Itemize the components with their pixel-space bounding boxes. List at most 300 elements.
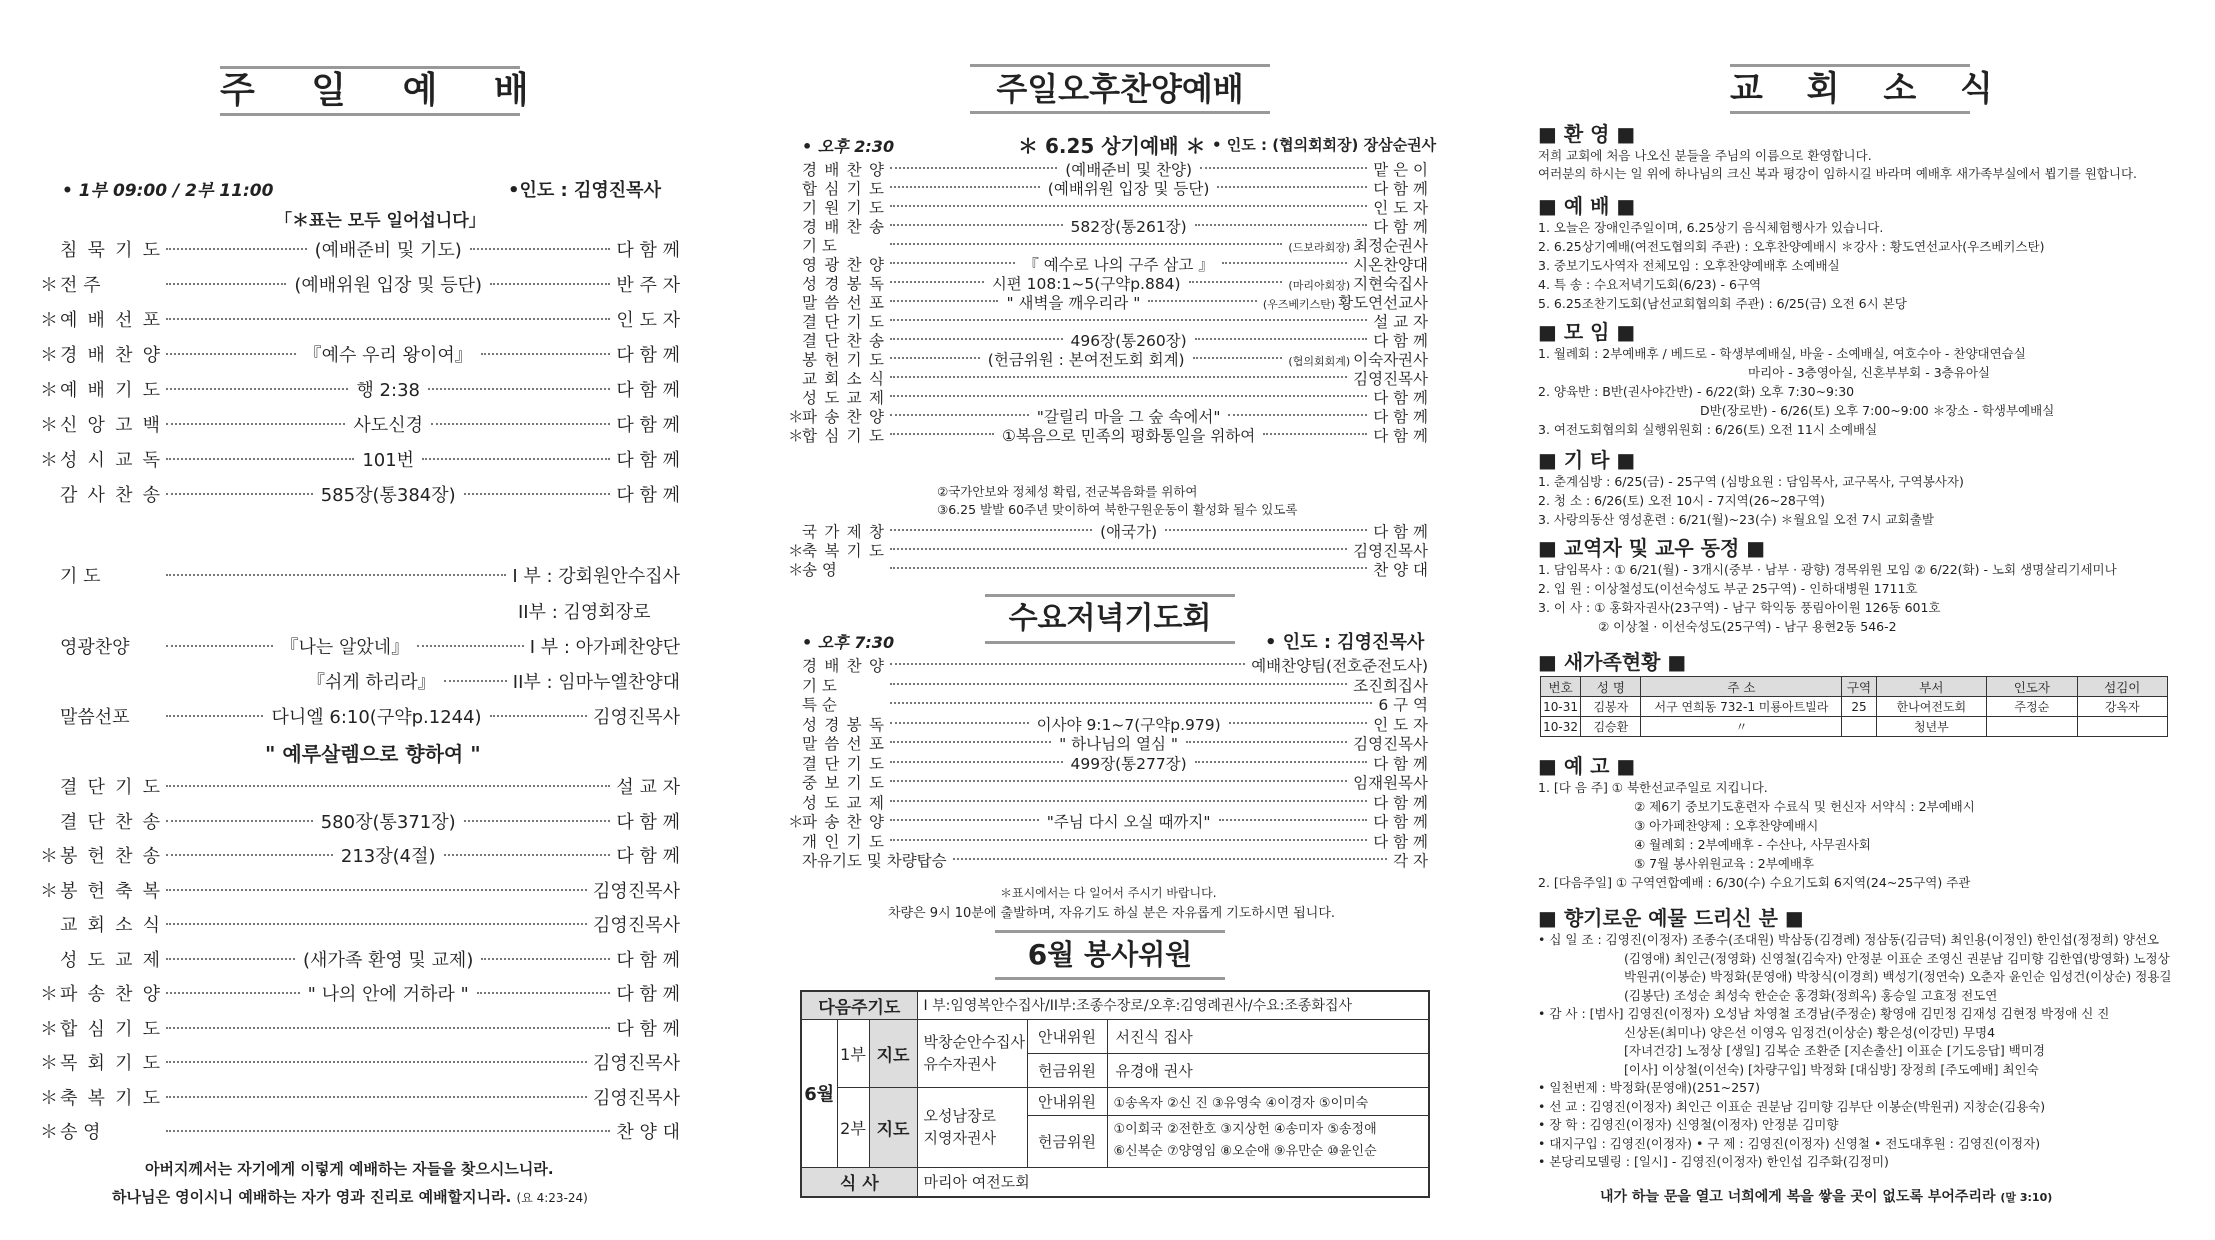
leader-dots [1186,741,1347,743]
sunday-service-title: 주 일 예 배 [220,66,520,116]
order-right: 김영진목사 [593,707,681,728]
news-line: 1. 춘계심방 : 6/25(금) - 25구역 (심방요원 : 담임목사, 교구목사, 구역봉사자) [1538,474,1964,489]
leader-dots [166,493,313,495]
leader-dots [890,780,1347,782]
table-header: 인도자 [1987,677,2077,697]
news-line: 2. 6.25상기예배(여전도협의회 주관) : 오후찬양예배시 ＊강사 : 황도연선교사(우즈베키스탄) [1538,239,2045,254]
order-name: 결 단 기 도 [802,754,884,773]
leader-dots [1222,262,1347,264]
order-row [40,306,680,334]
order-star: ＊ [40,275,58,296]
news-line: • 감 사 : [범사] 김영진(이정자) 오성남 차영철 조경남(주정순) 황영애 김민정 김재성 김현정 박정애 신 진 [1538,1006,2110,1021]
order-right: 인 도 자 [1373,199,1428,217]
order-name: 국 가 제 창 [802,523,884,541]
table-header: 구역 [1842,677,1876,697]
order-name: 성 경 봉 독 [802,275,884,293]
order-name: 결 단 찬 송 [802,332,884,350]
sunday-service-column [0,0,760,1240]
order-detail: (헌금위원 : 본여전도회 회계) [987,351,1185,369]
leader-dots [890,319,1367,321]
table-cell [1987,717,2077,737]
order-row [788,558,1428,586]
order-name: 봉 헌 기 도 [802,351,884,369]
leader-dots [166,353,296,355]
order-right: 다 함 께 [616,240,681,261]
wednesday-note-2: 차량은 9시 10분에 출발하며, 자유기도 하실 분은 자유롭게 기도하시면 됩니다. [888,906,1336,921]
order-row [40,1015,680,1043]
order-name: 교 회 소 식 [802,370,884,388]
leader-dots [890,683,1347,685]
order-name: 기 도 [802,237,837,255]
order-star: ＊ [40,1018,58,1040]
order-row [40,808,680,836]
leader-dots [166,1130,610,1132]
leader-dots [490,283,610,285]
order-name: 합 심 기 도 [60,1018,160,1040]
order-right: 다 함 께 [1373,523,1429,541]
leader-dots [1228,414,1367,416]
order-detail: 101번 [362,450,415,471]
leader-dots [1200,167,1367,169]
volunteers-title: 6월 봉사위원 [995,930,1225,980]
news-line: [자녀건강] 노정상 [생일] 김복순 조환준 [지손출산] 이표순 [기도응답] 백미경 [1624,1043,2045,1058]
order-name: 성 도 교 제 [802,793,884,812]
leader-dots [890,300,998,302]
offering-names: ①이회국 ②전한호 ③지상헌 ④송미자 ⑤송정애 [1113,1122,1377,1137]
order-right: 다 함 께 [1373,832,1428,851]
order-row [40,877,680,905]
meal-value: 마리아 여전도회 [917,1167,1429,1197]
order-name: 말씀선포 [60,707,130,728]
leader-dots [490,715,587,717]
order-detail: (예배위원 입장 및 등단) [294,275,483,296]
leader-dots [890,741,1051,743]
leader-dots [166,645,273,647]
order-name: 영 광 찬 양 [802,256,884,274]
order-star: ＊ [40,984,58,1005]
order-right: 다 함 께 [616,846,680,867]
order-right: I 부 : 강회원안수집사 [512,566,680,587]
table-cell: 25 [1842,697,1876,717]
order-right: 김영진목사 [593,1087,680,1109]
order-name: 성 시 교 독 [60,450,160,471]
order-detail: ①복음으로 민족의 평화통일을 위하여 [1001,427,1256,445]
order-right: 6 구 역 [1378,696,1428,714]
order-name: 송 영 [802,561,837,579]
order-right: 이숙자권사 [1353,351,1428,369]
order-name: 중 보 기 도 [802,774,884,792]
leader-dots [890,839,1367,841]
order-right: 다 함 께 [1373,332,1428,350]
news-line: 3. 여전도회협의회 실행위원회 : 6/26(토) 오전 11시 소예배실 [1538,422,1878,437]
leader-dots [890,262,1015,264]
order-detail: 행 2:38 [356,380,420,401]
order-row [40,376,680,404]
leader-dots [890,243,1282,245]
order-note: (마리아회장) [1288,279,1351,292]
order-row [40,980,680,1008]
order-right: 다 함 께 [1373,408,1429,426]
leader-dots [166,854,333,856]
order-row [40,341,680,369]
news-line: (김봉단) 조성순 최성숙 한순순 홍경화(정희옥) 홍승일 고효정 전도연 [1624,987,1998,1003]
offering-label: 헌금위원 [1027,1053,1107,1087]
wednesday-time: • 오후 7:30 [802,633,895,652]
table-cell: 주정순 [1987,697,2077,717]
order-right: 인 도 자 [616,310,680,331]
order-right: 다 함 께 [1373,427,1428,445]
leader-dots [1195,761,1368,763]
table-header-row [1541,677,2168,697]
order-name: 기 도 [802,676,837,695]
order-detail: 시편 108:1~5(구약p.884) [991,275,1181,293]
footer-verse-text: 내가 하늘 문을 열고 너희에게 복을 쌓을 곳이 없도록 부어주리라 [1600,1189,1996,1205]
volunteers-table [800,990,1430,1198]
order-detail: 213장(4절) [340,846,436,867]
leader-dots [166,248,307,250]
leader-dots [470,248,611,250]
wednesday-title: 수요저녁기도회 [985,594,1235,644]
order-row [40,236,680,264]
order-name: 경 배 찬 양 [802,657,884,675]
order-right: 시온찬양대 [1353,256,1428,274]
leader-dots [1217,186,1367,188]
table-cell: 서구 연희동 732-1 미룡아트빌라 [1641,697,1842,717]
leader-dots [166,820,313,822]
table-cell: 10-32 [1541,717,1581,737]
order-right: 김영진목사 [593,915,680,936]
leader-dots [1189,281,1283,283]
order-row [40,911,680,939]
news-line: ② 이상철 · 이선숙성도(25구역) - 남구 용현2동 546-2 [1598,619,1897,634]
leader-dots [417,645,524,647]
order-detail: (새가족 환영 및 교제) [303,949,474,971]
order-right: 황도연선교사 [1338,294,1429,312]
order-row [40,946,680,974]
order-detail: 『 예수로 나의 구주 삼고 』 [1023,256,1214,274]
table-header: 부서 [1876,677,1987,697]
order-name: 결 단 찬 송 [60,811,160,833]
leader-dots [890,433,994,435]
order-name: 송 영 [60,1122,101,1143]
order-detail: 499장(통277장) [1070,754,1187,773]
prayer-line-2 [518,598,650,626]
order-name: 영광찬양 [60,637,130,658]
order-name: 침 묵 기 도 [60,240,160,261]
news-line: 3. 중보기도사역자 전체모임 : 오후찬양예배후 소예배실 [1538,258,1840,273]
order-name: 결 단 기 도 [60,777,160,798]
order-right: 김영진목사 [593,1053,680,1074]
order-right: 다 함 께 [1373,389,1428,407]
leader-dots [1263,433,1367,435]
order-note: (드보라회장) [1288,241,1351,254]
news-line: 3. 사랑의동산 영성훈련 : 6/21(월)~23(수) ＊월요일 오전 7시 교회출발 [1538,512,1934,527]
order-detail: 『나는 알았네』 [280,637,410,658]
leader-dots [166,574,506,576]
next-prayer-value: I 부:임영복안수집사/II부:조종수장로/오후:김영례권사/수요:조종화집사 [917,991,1429,1019]
closing-verse-text: 하나님은 영이시니 예배하는 자가 영과 진리로 예배할지니라. [112,1188,512,1206]
leader-name: 지영자권사 [923,1129,996,1147]
order-star: ＊ [788,427,804,445]
order-star: ＊ [40,345,58,366]
order-right: 다 함 께 [616,415,681,436]
anthem-line-1 [40,633,680,661]
order-right: 다 함 께 [616,1018,680,1040]
order-star: ＊ [40,310,58,331]
offering-label: 헌금위원 [1027,1115,1107,1167]
leader-dots [166,958,295,960]
order-name: 신 앙 고 백 [60,415,160,436]
leader-dots [1193,357,1283,359]
order-detail: " 나의 안에 거하라 " [307,984,469,1005]
welcome-heading: ■ 환 영 ■ [1538,122,1636,146]
leader-dots [166,992,300,994]
anthem-line-2 [305,668,680,696]
table-cell: 〃 [1641,717,1842,737]
table-cell: 10-31 [1541,697,1581,717]
order-right: 다 함 께 [616,450,681,471]
order-right: 설 교 자 [1373,313,1428,331]
leader-dots [422,458,610,460]
leader-dots [890,186,1040,188]
leader-dots [166,283,286,285]
order-star: ＊ [40,880,58,902]
order-right: 김영진목사 [1353,542,1428,560]
news-line: 2. 양육반 : B반(권사야간반) - 6/22(화) 오후 7:30~9:30 [1538,384,1855,399]
leader-name: 오성남장로 [923,1107,996,1125]
order-right: 조진희집사 [1353,676,1428,695]
table-cell: 한나여전도회 [1876,697,1987,717]
order-right: 다 함 께 [1373,218,1428,236]
prayer-line-1 [40,562,680,590]
part2-leaders [917,1087,1027,1167]
order-name: 예 배 기 도 [60,380,160,401]
order-star: ＊ [788,561,804,579]
order-detail: " 새벽을 깨우리라 " [1006,294,1141,312]
table-header: 성 명 [1581,677,1641,697]
order-name: 예 배 선 포 [60,310,160,331]
leader-dots [481,958,610,960]
leader-dots [890,281,984,283]
service-leader: •인도 : 김영진목사 [508,180,661,201]
order-note: (우즈베키스탄) [1262,298,1336,311]
leader-dots [890,761,1063,763]
news-line: 3. 이 사 : ① 홍화자권사(23구역) - 남구 학익동 풍림아이원 126동 601호 [1538,600,1941,615]
order-name: 결 단 기 도 [802,313,884,331]
order-star: ＊ [40,450,58,471]
part1-role: 지도 [869,1019,917,1087]
news-line: 1. [다 음 주] ① 북한선교주일로 지킵니다. [1538,780,1768,795]
order-name: 성 도 교 제 [60,949,160,971]
sermon-line [40,703,680,731]
leader-dots [166,388,348,390]
order-star: ＊ [40,1122,58,1143]
welcome-line-2: 여러분의 하시는 일 위에 하나님의 크신 복과 평강이 임하시길 바라며 예배후 새가족부실에서 뵙기를 원합니다. [1538,166,2138,181]
leader-dots [444,680,507,682]
news-line: 마리아 - 3층영아실, 신혼부부회 - 3층유아실 [1748,365,1990,380]
order-name: 파 송 찬 양 [802,813,884,831]
part2-cell: 2부 [837,1087,869,1167]
leader-dots [1165,529,1367,531]
table-cell: 청년부 [1876,717,1987,737]
leader-dots [890,224,1063,226]
leader-dots [1219,819,1368,821]
afternoon-service-title: 주일오후찬양예배 [970,64,1270,114]
order-right: 예배찬양팀(전호준전도사) [1251,657,1428,675]
leader-dots [464,493,611,495]
order-detail: 『예수 우리 왕이여』 [303,345,473,366]
table-row [1541,717,2168,737]
order-right: 다 함 께 [616,984,680,1005]
order-right: 찬 양 대 [1373,561,1428,579]
order-right: 다 함 께 [1373,754,1428,773]
order-detail: 582장(통261장) [1070,218,1187,236]
order-detail: (예배준비 및 기도) [314,240,462,261]
month-cell: 6월 [801,1019,837,1167]
order-name: 경 배 찬 양 [60,345,160,366]
order-row [40,842,680,870]
order-star: ＊ [40,1087,58,1109]
order-right: 다 함 께 [616,485,680,506]
order-detail: " 하나님의 열심 " [1059,735,1179,753]
usher-label: 안내위원 [1027,1019,1107,1053]
leader-dots [166,889,587,891]
order-right: 김영진목사 [1353,735,1429,753]
afternoon-heading: ＊ 6.25 상기예배 ＊ [1018,134,1206,158]
order-name: 합 심 기 도 [802,180,884,198]
order-right: 김영진목사 [1353,370,1428,388]
news-line: ⑤ 7월 봉사위원교육 : 2부예배후 [1634,856,1815,871]
leader-dots [1195,338,1368,340]
gift-heading: ■ 향기로운 예물 드리신 분 ■ [1538,906,1804,930]
sermon-title: " 예루살렘으로 향하여 " [265,742,481,766]
leader-dots [166,1061,587,1063]
leader-dots [431,423,610,425]
order-detail: (애국가) [1100,523,1158,541]
news-line: • 선 교 : 김영진(이정자) 최인근 이표순 권분남 김미향 김부단 이봉순(박원귀) 지창순(김용숙) [1538,1098,2046,1114]
etc-heading: ■ 기 타 ■ [1538,448,1636,472]
order-detail: 585장(통384장) [320,485,456,506]
leader-dots [890,395,1367,397]
order-detail: 496장(통260장) [1070,332,1187,350]
leader-dots [166,1027,610,1029]
order-right: 인 도 자 [1373,715,1429,734]
leader-name: 박창순안수집사 [923,1033,1025,1051]
table-header: 섬김이 [2077,677,2167,697]
wednesday-note-1: ＊표시에서는 다 일어서 주시기 바랍니다. [1000,886,1217,900]
news-line: • 장 학 : 김영진(이정자) 신영철(이정자) 안정분 김미향 [1538,1117,1839,1132]
order-name: 특 순 [802,696,837,714]
leader-dots [953,858,1388,860]
order-row [40,446,680,474]
table-header: 번호 [1541,677,1581,697]
leader-dots [890,167,1057,169]
news-line: 5. 6.25조찬기도회(남선교회협의회 주관) : 6/25(금) 오전 6시 본당 [1538,296,1907,311]
order-name: 자유기도 및 차량탑승 [802,852,947,870]
order-name: 성 도 교 제 [802,389,884,407]
order-row [40,271,680,299]
order-name: 축 복 기 도 [60,1087,160,1109]
leader-dots [890,722,1029,724]
news-line: D반(장로반) - 6/26(토) 오후 7:00~9:00 ＊장소 - 학생부예배실 [1700,403,2055,418]
leader-dots [464,820,611,822]
leader-dots [890,205,1367,207]
news-line: • 본당리모델링 : [일시] - 김영진(이정자) 한인섭 김주화(김정미) [1538,1154,1889,1169]
order-right: 다 함 께 [616,380,681,401]
table-cell: 김봉자 [1581,697,1641,717]
news-line: 2. [다음주일] ① 구역연합예배 : 6/30(수) 수요기도회 6지역(24~25구역) 주관 [1538,875,1971,890]
leader-name: 유수자권사 [923,1055,996,1073]
order-row [40,1084,680,1112]
order-row [40,1049,680,1077]
family-heading: ■ 새가족현황 ■ [1538,650,1687,674]
order-star: ＊ [788,542,804,560]
order-detail: 사도신경 [353,415,423,436]
order-detail: 580장(통371장) [320,811,456,833]
order-name: 말 씀 선 포 [802,735,884,753]
order-detail: "주님 다시 오실 때까지" [1046,813,1211,831]
leader-dots [890,529,1092,531]
order-right: 다 함 께 [1373,793,1428,812]
afternoon-time: • 오후 2:30 [802,137,895,156]
news-line: 신상돈(최미나) 양은선 이영옥 임정건(이상순) 황은성(이강민) 무명4 [1624,1024,1996,1040]
news-line: 1. 월례회 : 2부예배후 / 베드로 - 학생부예배실, 바울 - 소예배실, 여호수아 - 찬양대연습실 [1538,346,2026,361]
order-name: 축 복 기 도 [802,542,884,560]
order-right: 다 함 께 [616,949,680,971]
order-right: 찬 양 대 [616,1122,680,1143]
staff-heading: ■ 교역자 및 교우 동정 ■ [1538,536,1766,560]
news-line: 1. 오늘은 장애인주일이며, 6.25상기 음식체험행사가 있습니다. [1538,220,1884,235]
part2-role: 지도 [869,1087,917,1167]
leader-dots [166,715,263,717]
news-line: ③ 아가페찬양제 : 오후찬양예배시 [1634,818,1819,833]
table-cell: 김승환 [1581,717,1641,737]
order-row [788,424,1428,452]
prayer-topic-3: ③6.25 발발 60주년 맞이하여 북한구원운동이 활성화 될수 있도록 [937,502,1298,517]
leader-dots [1195,224,1368,226]
order-name: 전 주 [60,275,101,296]
order-detail: 이사야 9:1~7(구약p.979) [1036,715,1221,734]
leader-dots [477,992,611,994]
order-right: II부 : 임마누엘찬양대 [512,672,680,693]
wednesday-leader: • 인도 : 김영진목사 [1265,632,1425,653]
footer-verse [1600,1186,2052,1206]
order-detail: "갈릴리 마을 그 숲 속에서" [1036,408,1221,426]
order-right: 임재원목사 [1353,774,1428,792]
church-news-column [1530,0,2215,1240]
standing-notice: 「＊표는 모두 일어섭니다」 [275,211,486,231]
leader-dots [890,548,1347,550]
order-star: ＊ [40,415,58,436]
order-name: 기 원 기 도 [802,199,884,217]
order-name: 봉 헌 찬 송 [60,846,160,867]
leader-dots [890,567,1367,569]
leader-dots [481,353,611,355]
order-right: 각 자 [1393,852,1428,870]
order-name: 말 씀 선 포 [802,294,884,312]
order-row [40,773,680,801]
leader-dots [166,318,610,320]
news-line: • 일천번제 : 박정화(문영애)(251~257) [1538,1080,1760,1095]
afternoon-service-column [770,0,1460,1240]
order-right: 김영진목사 [593,880,680,902]
leader-dots [890,338,1063,340]
order-detail: (예배위원 입장 및 등단) [1047,180,1210,198]
order-right: I 부 : 아가페찬양단 [529,637,680,658]
welcome-line-1: 저희 교회에 처음 나오신 분들을 주님의 이름으로 환영합니다. [1538,148,1872,163]
verse-reference: (요 4:23-24) [516,1191,588,1205]
leader-dots [166,923,587,925]
